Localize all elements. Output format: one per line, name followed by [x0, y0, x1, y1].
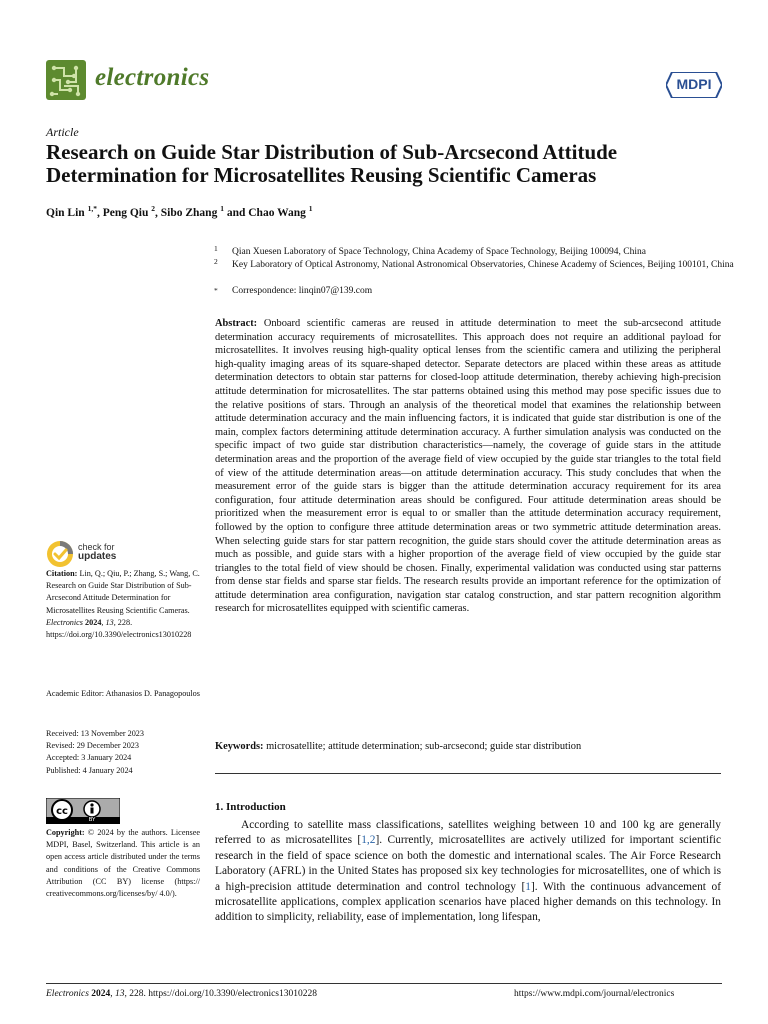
author-affiliation-marker: 2	[151, 204, 155, 213]
author-name[interactable]: Chao Wang	[248, 206, 306, 219]
introduction-paragraph	[215, 818, 721, 926]
footer-citation: Electronics 2024, 13, 228. https://doi.org/10.3390/electronics13010228	[46, 989, 317, 999]
affiliation-item	[214, 246, 734, 259]
publication-dates	[46, 728, 200, 777]
check-updates-line1: check for	[78, 542, 115, 552]
correspondence-text[interactable]: Correspondence: linqin07@139.com	[232, 286, 373, 296]
author-name[interactable]: Qin Lin	[46, 206, 85, 219]
cc-by-label: BY	[88, 817, 96, 823]
copyright-block	[46, 827, 200, 900]
published-date: Published: 4 January 2024	[46, 765, 133, 775]
citation-doi[interactable]: , 228. https://doi.org/10.3390/electronics13010228	[46, 617, 192, 640]
abstract-label: Abstract:	[215, 318, 258, 329]
check-updates-icon	[46, 540, 74, 568]
received-date: Received: 13 November 2023	[46, 729, 144, 738]
author-name[interactable]: Peng Qiu	[102, 206, 149, 219]
footer-journal-url[interactable]: https://www.mdpi.com/journal/electronics	[514, 989, 675, 999]
citation-block: Citation: Lin, Q.; Qiu, P.; Zhang, S.; Wang, C. Research on Guide Star Distribution of Sub-Arcsecond Attitude Determination for Microsatellites Reusing Scientific Cameras. Electronics 2024, 13, 228. https://doi.org/10.3390/electronics13010228	[46, 569, 200, 640]
intro-text: According to satellite mass classifications, satellites weighing between 10 and 100 kg are generally referred to as microsatellites [	[215, 819, 721, 847]
citation-journal: Electronics	[46, 617, 83, 627]
author-affiliation-marker: 1	[220, 204, 224, 213]
svg-text:cc: cc	[56, 806, 68, 817]
footer-divider	[46, 983, 722, 984]
affiliation-item	[214, 259, 734, 285]
affiliation-text: Key Laboratory of Optical Astronomy, National Astronomical Observatories, Chinese Academy of Sciences, Beijing 100101, China	[232, 260, 734, 270]
author-affiliation-marker: 1,*	[87, 204, 97, 213]
affiliation-marker: 2	[214, 257, 218, 266]
mdpi-logo	[666, 72, 722, 98]
journal-logo-icon	[46, 60, 86, 100]
abstract-text: Onboard scientific cameras are reused in attitude determination to meet the sub-arcsecond attitude determination accuracy requirements of microsatellites. This approach does not require an additional payload for microsatellites. It involves reusing high-quality optical lenses from the scientific camera and utilizing the peripheral high-quality imaging areas of its square-shaped detector. Separate detectors are placed within these areas as attitude determination detectors to obtain star patterns for closed-loop attitude determination, thereby achieving high-precision attitude determination for microsatellites. The star patterns obtained using this method may pose specific issues due to the relative positions of stars. Through an analysis of the theoretical model that examines the relationship between attitude determination accuracy and the main influencing factors, it is indicated that guide star distribution is one of the main, complex factors determining attitude determination accuracy. A further simulation analysis was conducted on the specific impact of two guide star distribution characteristics—namely, the coverage of guide stars in the attitude determination areas and the proportion of the average field of view occupied by the guide star triangles to the total field of view of the attitude determination areas—on attitude determination accuracy. This study concludes that when the measurement error of the guide stars is bigger than the attitude determination accuracy requirement for its area configuration, four attitude determination areas should be configured. Four attitude determination areas should be prioritized when the measurement error is equal to or smaller than the attitude determination accuracy requirement, followed by the option to configure three attitude determination areas or two symmetric attitude determination areas. When selecting guide stars for star pattern recognition, the guide stars should cover the attitude determination areas as much as possible, and guide stars with a higher proportion of the average field of view occupied by the guide star triangles to the total field of view should be chosen. Finally, experimental validation was conducted using star patterns from dense star fields and sparse star fields. The research results provide an important reference for the optimization of attitude determination area configuration, navigation star catalog construction, and star pattern recognition algorithm research for microsatellites equipped with scientific cameras.	[215, 318, 721, 615]
citation-label: Citation:	[46, 569, 78, 578]
accepted-date: Accepted: 3 January 2024	[46, 753, 132, 763]
affiliation-item	[214, 285, 734, 298]
cc-by-license-badge[interactable]	[46, 798, 120, 824]
check-updates-line2: updates	[78, 551, 117, 562]
author-list: Qin Lin $^{1,*}$, Peng Qiu $^2$, Sibo Zhang $^1$ and Chao Wang $^1$	[46, 204, 313, 219]
footer-year: 2024	[91, 989, 111, 999]
keywords-label: Keywords:	[215, 741, 264, 752]
citation-year: 2024	[85, 617, 102, 627]
section-heading: 1. Introduction	[215, 801, 286, 813]
footer-volume: 13	[115, 989, 125, 999]
check-for-updates-badge[interactable]	[46, 540, 172, 568]
intro-text: ]. Currently, microsatellites are actively utilized for important scientific research in the field of space science on both the domestic and international scales. The Air Force Research Laboratory (AFRL) in the United States has proposed six key technologies for microsatellites, one of which is a high-precision attitude determination and control technology [	[215, 834, 721, 893]
citation-volume: 13	[105, 617, 114, 627]
affiliation-marker: *	[214, 286, 218, 295]
abstract	[215, 317, 721, 616]
mdpi-logo-text: MDPI	[676, 76, 712, 92]
footer-journal: Electronics	[46, 989, 89, 999]
cc-by-icon	[46, 798, 120, 824]
academic-editor: Academic Editor: Athanasios D. Panagopoulos	[46, 689, 200, 698]
copyright-label: Copyright:	[46, 828, 85, 837]
citation-link[interactable]: 1	[525, 880, 531, 893]
article-type: Article	[46, 125, 79, 139]
author-affiliation-marker: 1	[308, 204, 313, 213]
affiliation-marker: 1	[214, 244, 218, 253]
citation-link[interactable]: 1,2	[361, 834, 376, 847]
section-divider	[215, 773, 721, 774]
keywords	[215, 741, 721, 752]
copyright-text: © 2024 by the authors. Licensee MDPI, Basel, Switzerland. This article is an open access article distributed under the terms and conditions of the Creative Commons Attribution (CC BY) license (https:// creativecommons.org/licenses/by/ 4.0/).	[46, 828, 200, 899]
revised-date: Revised: 29 December 2023	[46, 741, 139, 751]
article-title: Research on Guide Star Distribution of Sub-Arcsecond Attitude Determination for Microsatellites Reusing Scientific Cameras	[46, 140, 618, 187]
author-name[interactable]: Sibo Zhang	[160, 206, 218, 219]
citation-text: Lin, Q.; Qiu, P.; Zhang, S.; Wang, C. Research on Guide Star Distribution of Sub-Arcsecond Attitude Determination for Microsatellites Reusing Scientific Cameras.	[46, 569, 200, 615]
intro-text: ]. With the continuous advancement of microsatellite applications, complex application scenarios have placed higher demands on this technology. In addition to simplicity, reliability, ease of implementation, long lifespan,	[215, 880, 721, 924]
keywords-text: microsatellite; attitude determination; sub-arcsecond; guide star distribution	[266, 741, 582, 752]
journal-name: electronics	[95, 64, 210, 91]
footer-doi[interactable]: , 228. https://doi.org/10.3390/electronics13010228	[124, 989, 317, 999]
affiliation-text: Qian Xuesen Laboratory of Space Technology, China Academy of Space Technology, Beijing 100094, China	[232, 247, 646, 257]
